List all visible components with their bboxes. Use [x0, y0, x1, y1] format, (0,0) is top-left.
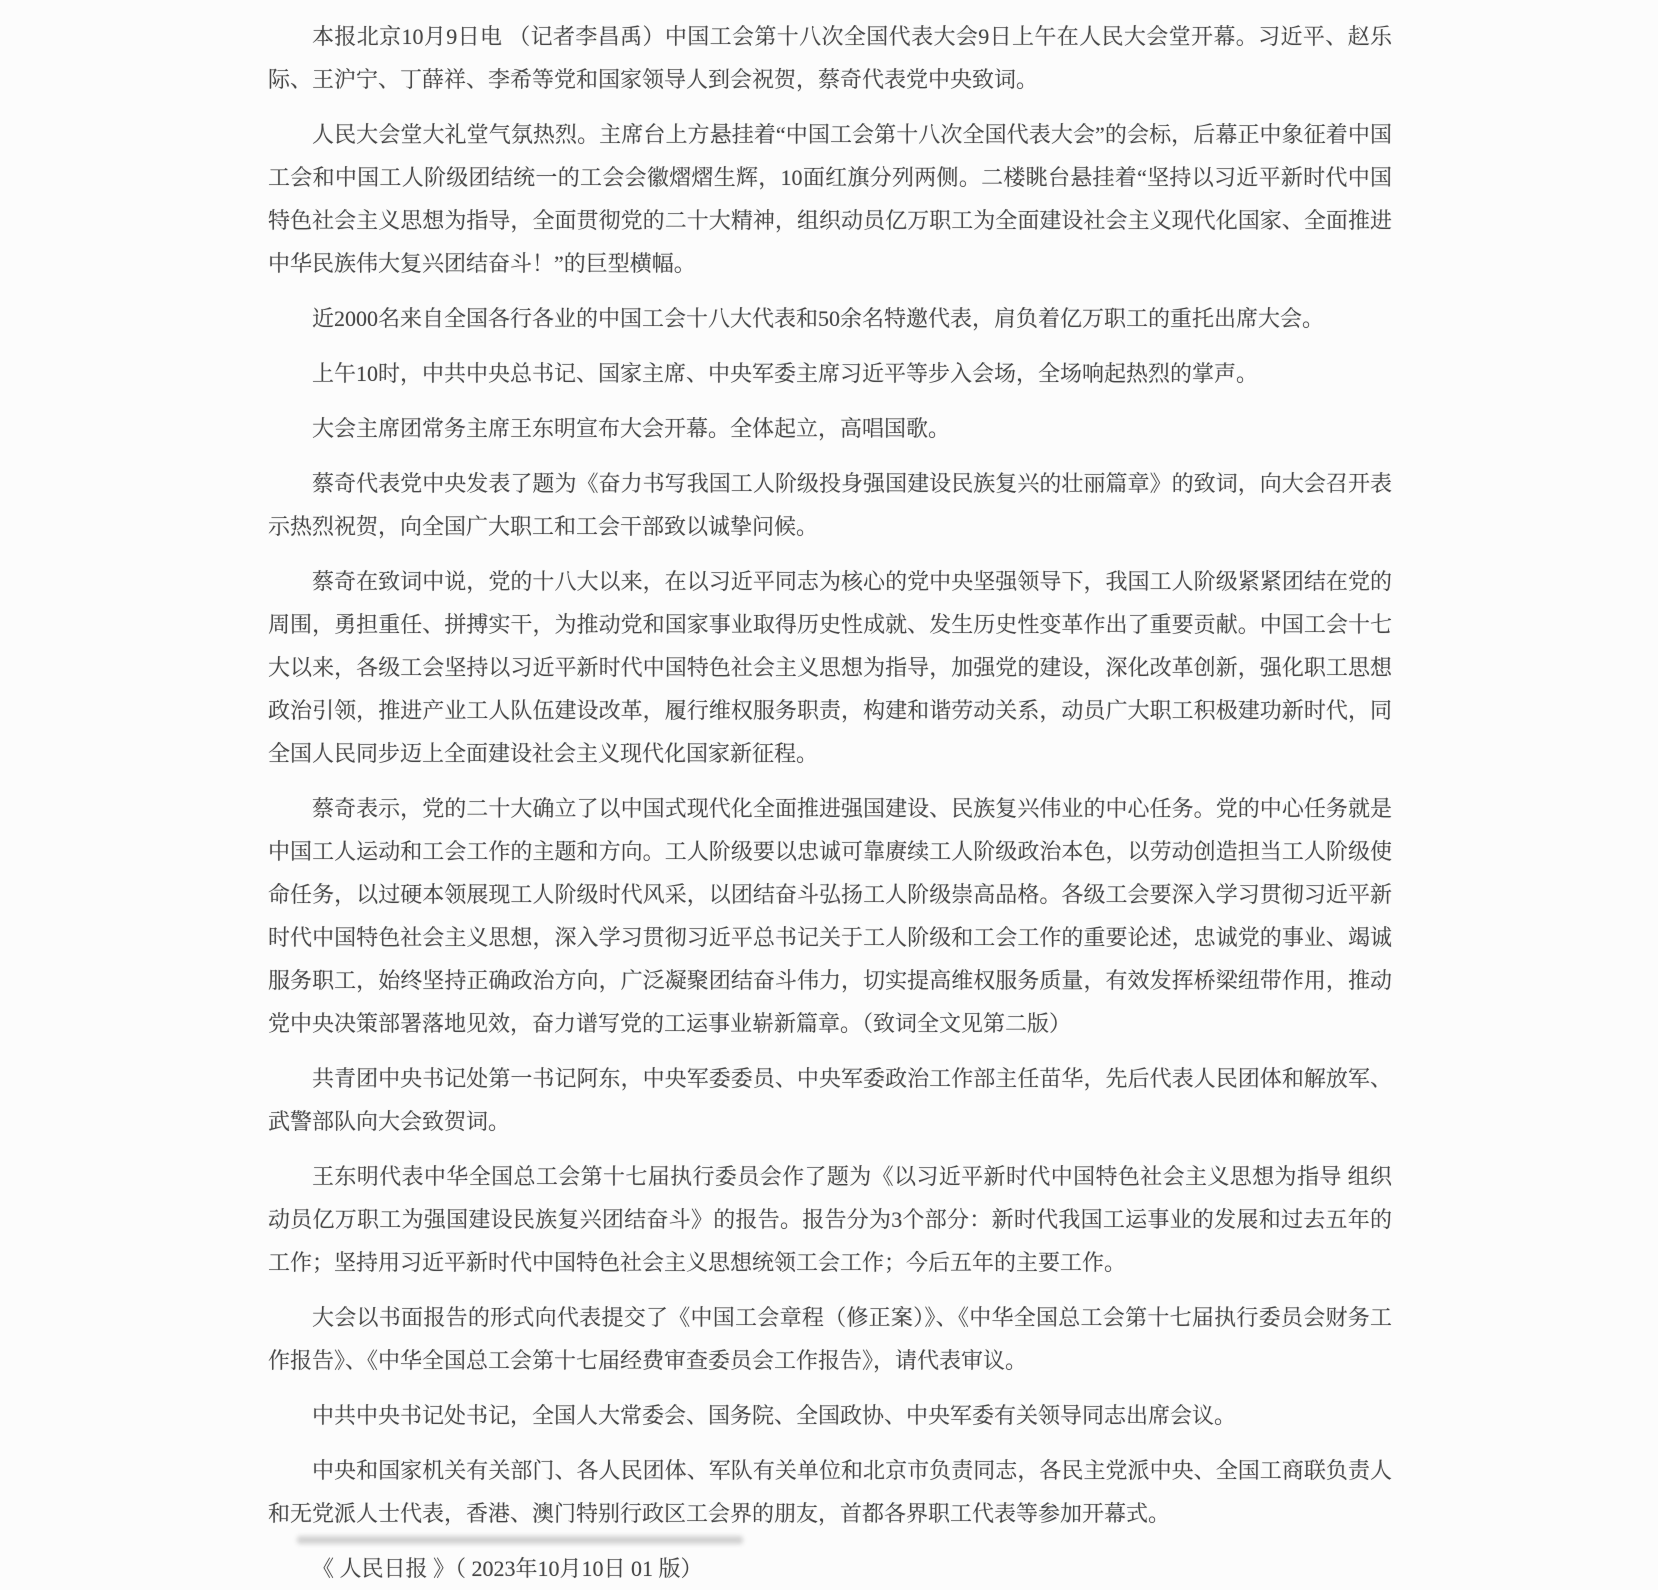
article-paragraph: 蔡奇在致词中说，党的十八大以来，在以习近平同志为核心的党中央坚强领导下，我国工人阶级紧紧团结在党的周围，勇担重任、拼搏实干，为推动党和国家事业取得历史性成就、发生历史性变革作出了重要贡献。中国工会十七大以来，各级工会坚持以习近平新时代中国特色社会主义思想为指导，加强党的建设，深化改革创新，强化职工思想政治引领，推进产业工人队伍建设改革，履行维权服务职责，构建和谐劳动关系，动员广大职工积极建功新时代，同全国人民同步迈上全面建设社会主义现代化国家新征程。 [268, 569, 1392, 766]
cropped-next-line-artifact [297, 1536, 743, 1544]
article-paragraph: 蔡奇代表党中央发表了题为《奋力书写我国工人阶级投身强国建设民族复兴的壮丽篇章》的致词，向大会召开表示热烈祝贺，向全国广大职工和工会干部致以诚挚问候。 [268, 471, 1392, 539]
article-body [268, 15, 1392, 1590]
article-paragraph: 中央和国家机关有关部门、各人民团体、军队有关单位和北京市负责同志，各民主党派中央、全国工商联负责人和无党派人士代表，香港、澳门特别行政区工会界的朋友，首都各界职工代表等参加开幕式。 [268, 1458, 1392, 1526]
article-paragraph: 上午10时，中共中央总书记、国家主席、中央军委主席习近平等步入会场，全场响起热烈的掌声。 [312, 361, 1259, 386]
article-paragraph: 蔡奇表示，党的二十大确立了以中国式现代化全面推进强国建设、民族复兴伟业的中心任务。党的中心任务就是中国工人运动和工会工作的主题和方向。工人阶级要以忠诚可靠赓续工人阶级政治本色，以劳动创造担当工人阶级使命任务，以过硬本领展现工人阶级时代风采，以团结奋斗弘扬工人阶级崇高品格。各级工会要深入学习贯彻习近平新时代中国特色社会主义思想，深入学习贯彻习近平总书记关于工人阶级和工会工作的重要论述，忠诚党的事业、竭诚服务职工，始终坚持正确政治方向，广泛凝聚团结奋斗伟力，切实提高维权服务质量，有效发挥桥梁纽带作用，推动党中央决策部署落地见效，奋力谱写党的工运事业崭新篇章。（致词全文见第二版） [268, 796, 1392, 1036]
article-paragraph: 近2000名来自全国各行各业的中国工会十八大代表和50余名特邀代表，肩负着亿万职工的重托出席大会。 [312, 306, 1325, 331]
article-paragraph: 本报北京10月9日电 （记者李昌禹）中国工会第十八次全国代表大会9日上午在人民大会堂开幕。习近平、赵乐际、王沪宁、丁薛祥、李希等党和国家领导人到会祝贺，蔡奇代表党中央致词。 [268, 24, 1392, 92]
article-paragraphs [268, 15, 1392, 1535]
article-paragraph: 中共中央书记处书记，全国人大常委会、国务院、全国政协、中央军委有关领导同志出席会议。 [312, 1403, 1237, 1428]
article-paragraph: 大会主席团常务主席王东明宣布大会开幕。全体起立，高唱国歌。 [312, 416, 951, 441]
article-paragraph: 大会以书面报告的形式向代表提交了《中国工会章程（修正案）》、《中华全国总工会第十七届执行委员会财务工作报告》、《中华全国总工会第十七届经费审查委员会工作报告》，请代表审议。 [268, 1305, 1392, 1373]
article-paragraph: 人民大会堂大礼堂气氛热烈。主席台上方悬挂着“中国工会第十八次全国代表大会”的会标，后幕正中象征着中国工会和中国工人阶级团结统一的工会会徽熠熠生辉，10面红旗分列两侧。二楼眺台悬挂着“坚持以习近平新时代中国特色社会主义思想为指导，全面贯彻党的二十大精神，组织动员亿万职工为全面建设社会主义现代化国家、全面推进中华民族伟大复兴团结奋斗！”的巨型横幅。 [268, 122, 1392, 276]
article-paragraph: 共青团中央书记处第一书记阿东，中央军委委员、中央军委政治工作部主任苗华，先后代表人民团体和解放军、武警部队向大会致贺词。 [268, 1066, 1392, 1134]
publication-source-line: 《 人民日报 》（ 2023年10月10日 01 版） [312, 1556, 703, 1581]
article-paragraph: 王东明代表中华全国总工会第十七届执行委员会作了题为《以习近平新时代中国特色社会主义思想为指导 组织动员亿万职工为强国建设民族复兴团结奋斗》的报告。报告分为3个部分：新时代我国工运事业的发展和过去五年的工作；坚持用习近平新时代中国特色社会主义思想统领工会工作；今后五年的主要工作。 [268, 1164, 1392, 1275]
